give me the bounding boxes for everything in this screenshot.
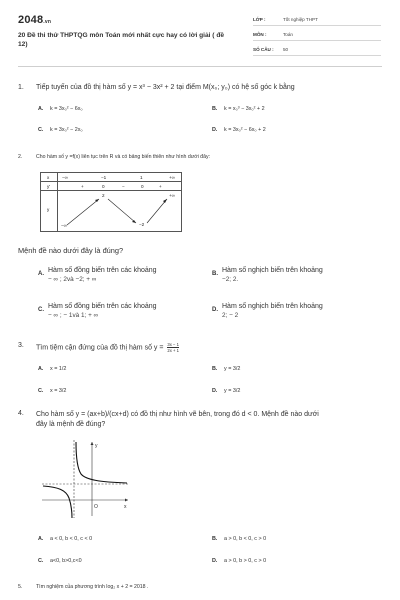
header-divider — [18, 66, 382, 67]
graph-y-axis-label: y — [95, 443, 98, 449]
graph-x-axis-label: x — [124, 504, 127, 510]
q1-option-c[interactable]: C. k = 3x₀² − 2x₀ — [38, 127, 83, 133]
site-logo[interactable]: 2048.vn — [18, 14, 52, 26]
q3-fraction: $\frac{3x - 1}{2x + 1}$ — [167, 342, 179, 353]
question-number: 1. — [18, 84, 24, 91]
q4-option-a[interactable]: A. a < 0, b < 0, c < 0 — [38, 536, 93, 542]
q2-prompt: Mệnh đề nào dưới đây là đúng? — [18, 246, 124, 255]
q3-option-c[interactable]: C. x = 3/2 — [38, 388, 67, 394]
question-text: Cho hàm số y =f(x) liên tục trên R và có bảng biến thiên như hình dưới đây: — [36, 154, 210, 160]
table-derivative-label: y' — [47, 184, 51, 189]
q3-option-b[interactable]: B. y = 3/2 — [212, 366, 241, 372]
q1-option-d[interactable]: D. k = 3x₀² − 6x₀ + 2 — [212, 127, 266, 133]
q3-option-a[interactable]: A. x = 1/2 — [38, 366, 67, 372]
graph-origin-label: O — [94, 504, 98, 510]
question-number: 5. — [18, 584, 23, 590]
q1-option-b[interactable]: B. k = x₀³ − 3x₀² + 2 — [212, 106, 265, 112]
exam-meta — [253, 14, 381, 59]
variation-arrows — [41, 173, 183, 233]
question-text: Tìm tiệm cận đứng của đồ thị hàm số y = $\frac{3x - 1}{2x + 1}$ — [36, 342, 179, 353]
meta-class-row: LỚP : Tốt nghiệp THPT — [253, 14, 381, 26]
q4-option-c[interactable]: C. a<0, b>0,c<0 — [38, 558, 82, 564]
q4-option-d[interactable]: D. a > 0, b > 0, c > 0 — [212, 558, 267, 564]
q3-option-d[interactable]: D. y = 3/2 — [212, 388, 241, 394]
question-text: Tìm nghiệm của phương trình log₂ x + 2 = 2018 . — [36, 584, 149, 590]
table-x-label: x — [47, 175, 50, 180]
q4-option-b[interactable]: B. a > 0, b < 0, c > 0 — [212, 536, 267, 542]
meta-subject-row: MÔN : Toán — [253, 29, 381, 41]
q1-option-a[interactable]: A. k = 3x₀² − 6x₀ — [38, 106, 83, 112]
question-number: 3. — [18, 342, 24, 349]
question-text: Cho hàm số y = (ax+b)/(cx+d) có đồ thị như hình vẽ bên, trong đó d < 0. Mệnh đề nào dưới đây là mệnh đề đúng? — [36, 411, 319, 428]
meta-count-row: SỐ CÂU : 50 — [253, 44, 381, 56]
hyperbola-graph — [40, 438, 130, 520]
document-title: 20 Đề thi thử THPTQG môn Toán mới nhất cực hay có lời giải ( đề 12) — [18, 32, 225, 48]
table-y-label: y — [47, 207, 50, 212]
variation-table: x y' y −∞ −1 1 +∞ + 0 − 0 + −∞ 2 −2 +∞ — [40, 172, 182, 232]
question-text: Tiếp tuyến của đồ thị hàm số y = x³ − 3x² + 2 tại điểm M(x₀; y₀) có hệ số góc k bằng — [36, 84, 295, 91]
question-number: 2. — [18, 154, 23, 160]
exam-page: 2048.vn 20 Đề thi thử THPTQG môn Toán mới nhất cực hay có lời giải ( đề 12) LỚP : Tốt nghiệp THPT MÔN : Toán SỐ CÂU : 50 1. Tiếp tuyến của đồ thị hàm số y = x³ − 3x² + 2 tại điểm M(x₀; y₀) có hệ số góc k bằng A. k = 3x₀² − 6x₀ B. k = x₀³ − 3x₀² + 2 C. k = 3x₀² − 2x₀ D. k = 3x₀² − 6x₀ + 2 2. Cho hàm số y =f(x) liên tục trên R và có bảng biến thiên như hình dưới đây: x y' y −∞ −1 1 +∞ + 0 − 0 + −∞ 2 −2 +∞ Mệnh đề nào dưới đây là đúng? A. Hàm số đồng biến trên các khoảng − ∞ ; 2và −2; + ∞ B. Hàm số nghịch biến trên khoảng −2; 2. C. Hàm số đồng biến trên các khoảng − ∞ ; − 1và 1; + ∞ D. Hàm số nghịch biến trên khoảng 2; − 2 3. Tìm tiệm cận đứng của đồ thị hàm số y = $\frac{3x - 1}{2x + 1}$ A. x = 1/2 B. y = 3/2 C. x = 3/2 D. y = 3/2 4. Cho hàm số y = (ax+b)/(cx+d) có đồ thị như hình vẽ bên, trong đó d < 0. Mệnh đề nào dưới đây là mệnh đề đúng? y x O A. a < 0, b < 0, c < 0 B. a > 0, b < 0, c > 0 C. a<0, b>0,c<0 D. a > 0, b > 0, c > 0 5. Tìm nghiệm của phương trình log₂ x + 2 = 2018 . — [0, 0, 400, 600]
question-number: 4. — [18, 410, 24, 417]
